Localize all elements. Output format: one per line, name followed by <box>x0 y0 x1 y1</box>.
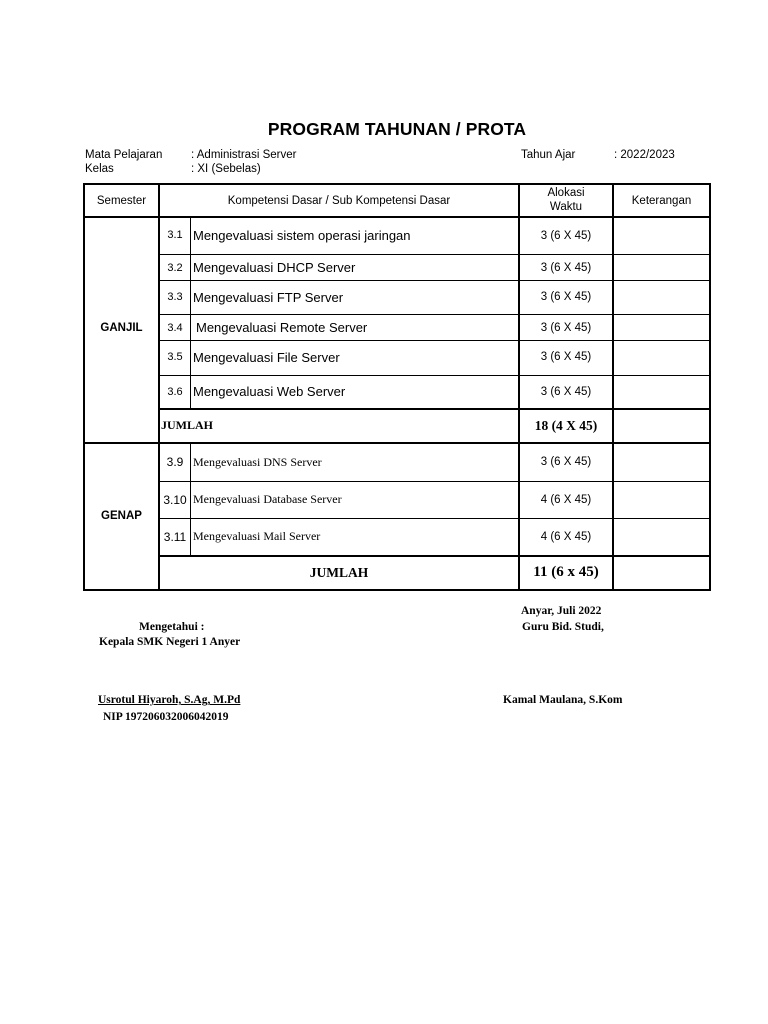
subject-value: : Administrasi Server <box>191 149 297 161</box>
kd-text: Mengevaluasi DHCP Server <box>193 259 356 275</box>
kd-alokasi: 4 (6 X 45) <box>540 494 592 506</box>
kd-alokasi: 3 (6 X 45) <box>540 290 592 303</box>
kd-alokasi: 3 (6 X 45) <box>540 456 592 468</box>
total-value: 18 (4 X 45) <box>534 417 598 433</box>
kd-number: 3.2 <box>167 261 183 274</box>
kd-number: 3.6 <box>167 385 183 398</box>
kd-number: 3.3 <box>167 291 183 303</box>
kd-keterangan <box>614 376 709 408</box>
principal-role: Kepala SMK Negeri 1 Anyer <box>99 636 241 648</box>
principal-name: Usrotul Hiyaroh, S.Ag, M.Pd <box>98 694 241 706</box>
kd-alokasi: 3 (6 X 45) <box>540 350 592 363</box>
kd-text: Mengevaluasi Mail Server <box>193 528 321 543</box>
header-kompetensi: Kompetensi Dasar / Sub Kompetensi Dasar <box>227 194 451 207</box>
page-title: PROGRAM TAHUNAN / PROTA <box>267 119 527 139</box>
kd-keterangan <box>614 281 709 314</box>
kd-alokasi: 4 (6 X 45) <box>540 531 592 543</box>
kd-alokasi: 3 (6 X 45) <box>540 386 592 398</box>
kd-keterangan <box>614 444 709 480</box>
header-keterangan: Keterangan <box>631 194 692 207</box>
year-value: : 2022/2023 <box>614 149 675 161</box>
kd-number: 3.9 <box>166 455 184 469</box>
kd-text: Mengevaluasi File Server <box>193 350 340 365</box>
kd-number: 3.1 <box>167 229 183 241</box>
kd-text: Mengevaluasi DNS Server <box>193 454 322 469</box>
total-label: JUMLAH <box>309 564 369 580</box>
kd-text: Mengevaluasi Web Server <box>193 383 346 399</box>
header-alokasi-line2: Waktu <box>549 201 583 213</box>
header-alokasi <box>520 184 612 216</box>
class-label: Kelas <box>85 163 114 175</box>
kd-keterangan <box>614 519 709 555</box>
subject-label: Mata Pelajaran <box>85 149 163 161</box>
kd-alokasi: 3 (6 X 45) <box>540 261 592 274</box>
place-date: Anyar, Juli 2022 <box>521 605 602 617</box>
kd-alokasi: 3 (6 X 45) <box>540 321 592 334</box>
acknowledged-label: Mengetahui : <box>139 621 205 633</box>
semester-ganjil: GANJIL <box>100 322 143 334</box>
kd-keterangan <box>614 255 709 280</box>
teacher-role: Guru Bid. Studi, <box>522 621 604 633</box>
kd-text: Mengevaluasi Database Server <box>193 491 342 506</box>
teacher-name: Kamal Maulana, S.Kom <box>503 694 623 706</box>
principal-nip: NIP 197206032006042019 <box>103 711 229 723</box>
year-label: Tahun Ajar <box>521 149 576 161</box>
semester-genap: GENAP <box>101 510 142 522</box>
kd-keterangan <box>614 341 709 375</box>
kd-alokasi: 3 (6 X 45) <box>540 230 592 242</box>
kd-number: 3.11 <box>163 530 187 544</box>
kd-number: 3.5 <box>167 350 183 363</box>
kd-text: Mengevaluasi sistem operasi jaringan <box>193 227 411 243</box>
total-label: JUMLAH <box>161 418 213 432</box>
header-semester: Semester <box>96 194 147 207</box>
kd-keterangan <box>614 218 709 254</box>
total-value: 11 (6 x 45) <box>533 564 599 580</box>
kd-text: Mengevaluasi FTP Server <box>193 290 344 305</box>
kd-number: 3.4 <box>167 321 183 334</box>
header-alokasi-line1: Alokasi <box>547 187 585 199</box>
kd-keterangan <box>614 315 709 340</box>
class-value: : XI (Sebelas) <box>191 163 261 175</box>
kd-text: Mengevaluasi Remote Server <box>196 319 368 335</box>
kd-number: 3.10 <box>163 493 187 507</box>
kd-keterangan <box>614 482 709 518</box>
